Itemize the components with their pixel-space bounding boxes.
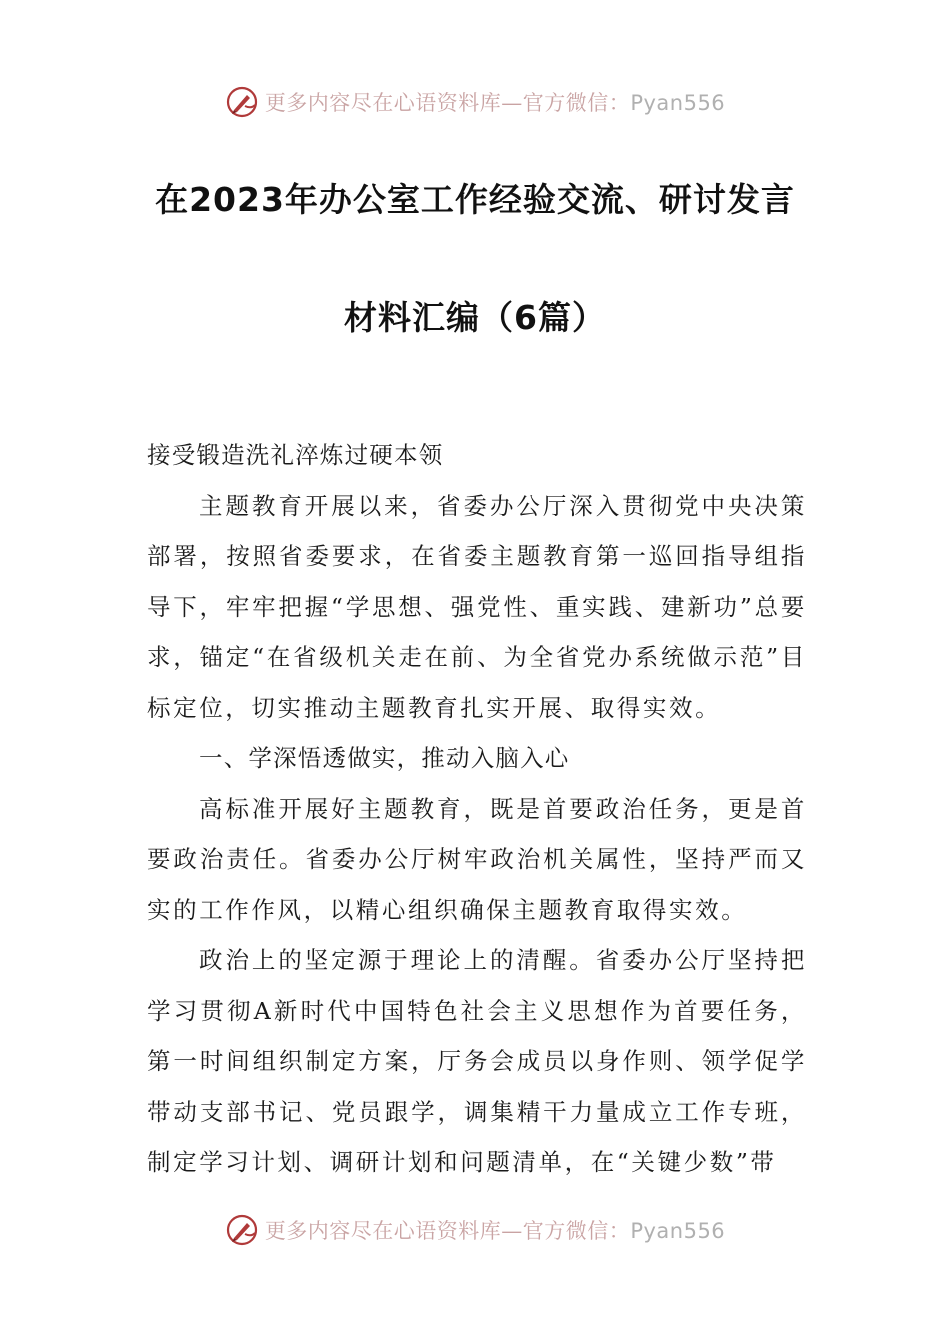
document-title-line-1: 在2023年办公室工作经验交流、研讨发言 (155, 180, 795, 219)
section-heading-1: 一、学深悟透做实，推动入脑入心 (199, 744, 570, 772)
paragraph-2: 高标准开展好主题教育，既是首要政治任务，更是首要政治责任。省委办公厅树牢政治机关属性，坚持严而又实的工作作风，以精心组织确保主题教育取得实效。 (147, 794, 807, 924)
document-title-line-2: 材料汇编（6篇） (344, 298, 606, 337)
watermark-wechat-id: Pyan556 (630, 1219, 726, 1243)
watermark-banner-bottom (0, 1210, 950, 1250)
paragraph-1: 主题教育开展以来，省委办公厅深入贯彻党中央决策部署，按照省委要求，在省委主题教育第一巡回指导组指导下，牢牢把握“学思想、强党性、重实践、建新功”总要求，锚定“在省级机关走在前、为全省党办系统做示范”目标定位，切实推动主题教育扎实开展、取得实效。 (147, 491, 807, 722)
document-body (147, 430, 807, 1188)
watermark-banner-top (0, 82, 950, 122)
section-subtitle: 接受锻造洗礼淬炼过硬本领 (147, 441, 444, 469)
pen-logo-icon (225, 1213, 259, 1247)
watermark-text: 更多内容尽在心语资料库—官方微信： (264, 1219, 631, 1243)
pen-logo-icon (225, 85, 259, 119)
watermark-text: 更多内容尽在心语资料库—官方微信： (264, 91, 631, 115)
watermark-wechat-id: Pyan556 (630, 91, 726, 115)
paragraph-3: 政治上的坚定源于理论上的清醒。省委办公厅坚持把学习贯彻A新时代中国特色社会主义思想作为首要任务，第一时间组织制定方案，厅务会成员以身作则、领学促学带动支部书记、党员跟学，调集精干力量成立工作专班，制定学习计划、调研计划和问题清单，在“关键少数”带 (147, 946, 807, 1176)
